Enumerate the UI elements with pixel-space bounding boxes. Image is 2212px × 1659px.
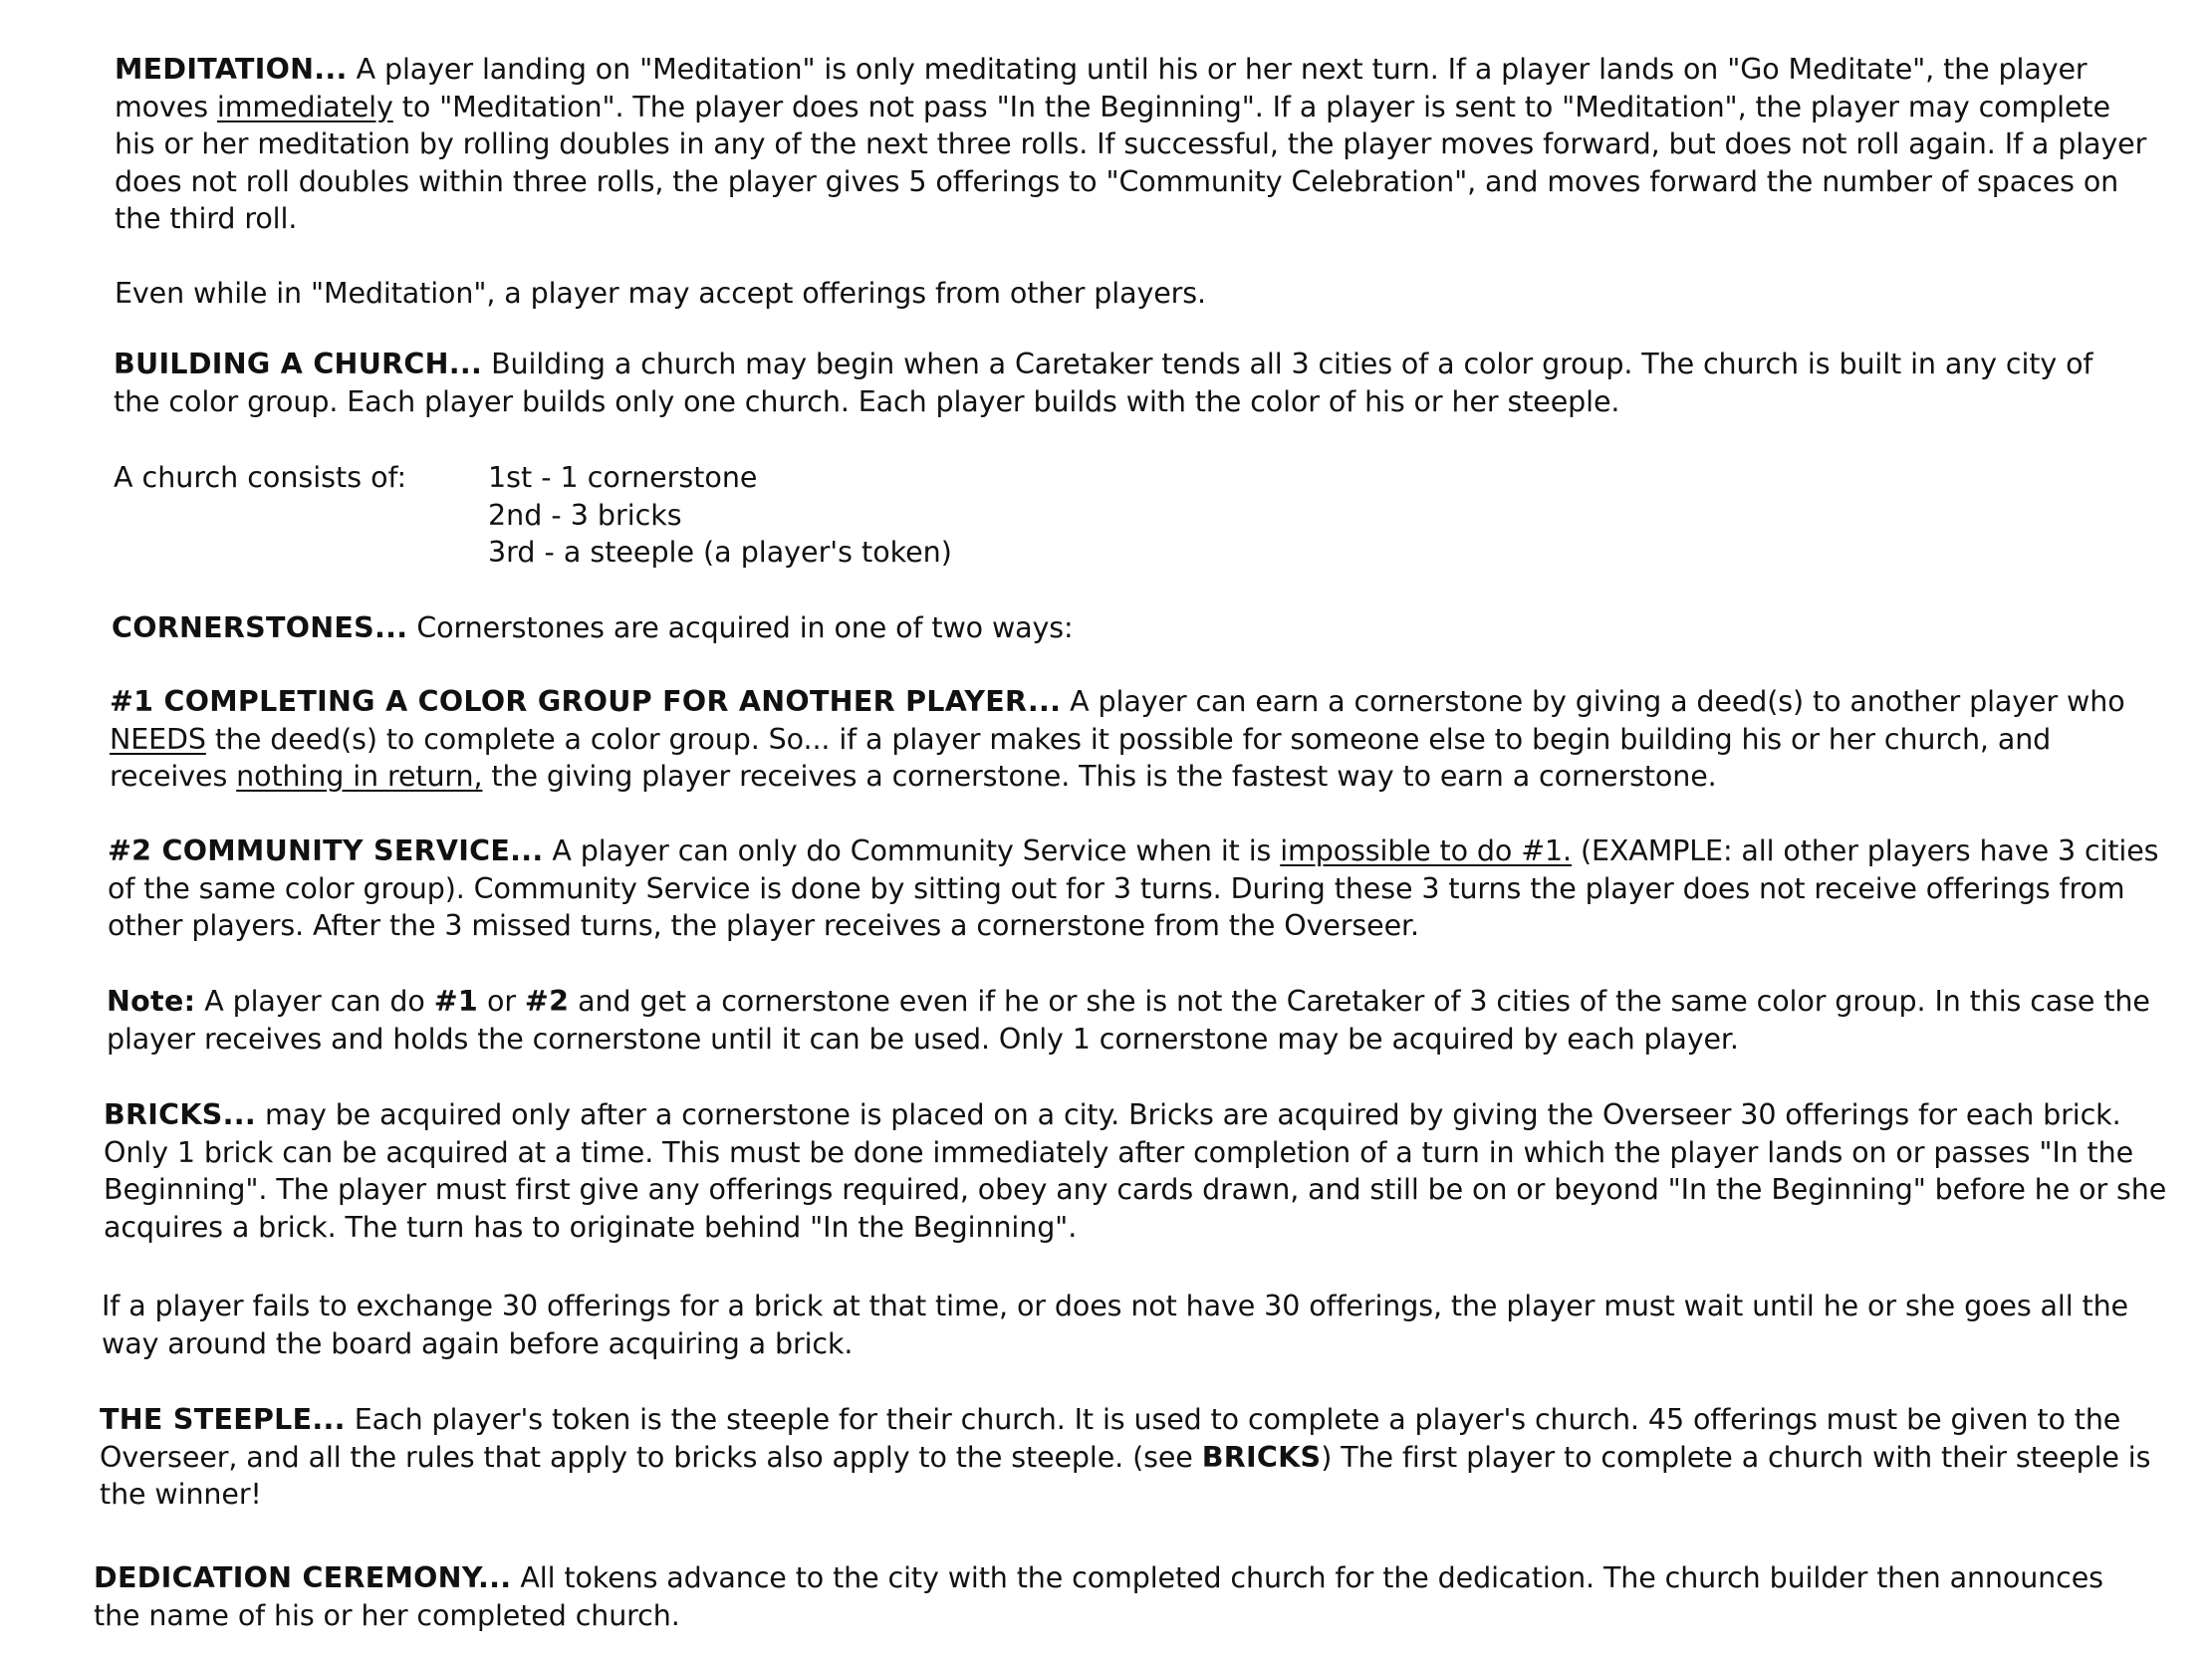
church-list-item: 3rd - a steeple (a player's token) <box>488 536 952 569</box>
church-list-item: 2nd - 3 bricks <box>488 498 682 532</box>
dedication-text: All tokens advance to the city with the completed church for the dedication. The church builder then announces the name of his or her completed church. <box>94 1561 2103 1632</box>
steeple-section <box>100 1401 2171 1514</box>
dedication-section <box>94 1559 2135 1634</box>
note-bold-1: #1 <box>433 985 479 1018</box>
church-list-label: A church consists of: <box>114 461 407 494</box>
dedication-heading: DEDICATION CEREMONY... <box>94 1561 512 1594</box>
option2-text-cont: (EXAMPLE: all other players have 3 cities of the same color group). Community Service is done by sitting out for 3 turns. During these 3 turns the player does not receive offerings from other players. After the 3 missed turns, the player receives a cornerstone from the Overseer. <box>108 834 2159 942</box>
option1-underline-return: nothing in return, <box>236 760 483 793</box>
building-heading: BUILDING A CHURCH... <box>114 348 483 380</box>
note-text-3: and get a cornerstone even if he or she is not the Caretaker of 3 cities of the same color group. In this case the player receives and holds the cornerstone until it can be used. Only 1 cornerstone may be acquired by each player. <box>107 985 2150 1056</box>
option2-text: A player can only do Community Service when it is <box>543 834 1281 867</box>
cornerstones-section <box>112 609 2143 647</box>
option1-text-cont: the deed(s) to complete a color group. So... if a player makes it possible for someone else to begin building his or her church, and receives <box>110 722 2052 793</box>
option2-section <box>108 832 2169 945</box>
building-section <box>114 346 2135 420</box>
option2-heading: #2 COMMUNITY SERVICE... <box>108 834 544 867</box>
meditation-underline: immediately <box>216 90 393 123</box>
building-text: Building a church may begin when a Caretaker tends all 3 cities of a color group. The church is built in any city of the color group. Each player builds only one church. Each player builds with the color of his or her steeple. <box>114 348 2093 418</box>
option1-section <box>110 683 2171 796</box>
option1-underline-needs: NEEDS <box>110 722 206 756</box>
note-text: A player can do <box>195 985 434 1018</box>
meditation-section <box>115 51 2151 238</box>
note-section <box>107 983 2168 1058</box>
meditation-heading: MEDITATION... <box>115 53 348 86</box>
bricks-text: may be acquired only after a cornerstone is placed on a city. Bricks are acquired by giving the Overseer 30 offerings for each brick. Only 1 brick can be acquired at a time. This must be done immediately after completion of a turn in which the player lands on or passes "In the Beginning". The player must first give any offerings required, obey any cards drawn, and still be on or beyond "In the Beginning" before he or she acquires a brick. The turn has to originate behind "In the Beginning". <box>104 1098 2167 1244</box>
option1-text-end: the giving player receives a cornerstone. This is the fastest way to earn a cornerstone. <box>482 760 1717 793</box>
cornerstones-heading: CORNERSTONES... <box>112 611 408 644</box>
cornerstones-text: Cornerstones are acquired in one of two ways: <box>407 611 1074 644</box>
note-bold-2: #2 <box>524 985 570 1018</box>
church-list-item: 1st - 1 cornerstone <box>488 461 758 494</box>
steeple-bold: BRICKS <box>1201 1440 1322 1474</box>
church-list <box>488 459 952 572</box>
meditation-text: A player landing on "Meditation" is only meditating until his or her next turn. If a player lands on "Go Meditate", the player moves <box>115 53 2088 123</box>
meditation-note: Even while in "Meditation", a player may accept offerings from other players. <box>115 277 1206 310</box>
option1-text: A player can earn a cornerstone by giving a deed(s) to another player who <box>1061 685 2125 718</box>
bricks-note: If a player fails to exchange 30 offerings for a brick at that time, or does not have 30 offerings, the player must wait until he or she goes all the way around the board again before acquiring a brick. <box>102 1290 2128 1360</box>
steeple-text-cont: ) The first player to complete a church with their steeple is the winner! <box>100 1440 2151 1511</box>
steeple-text: Each player's token is the steeple for their church. It is used to complete a player's church. 45 offerings must be given to the Overseer, and all the rules that apply to bricks also apply to the steeple. (see <box>100 1403 2121 1474</box>
option1-heading: #1 COMPLETING A COLOR GROUP FOR ANOTHER PLAYER... <box>110 685 1062 718</box>
note-text-2: or <box>478 985 525 1018</box>
meditation-text-cont: to "Meditation". The player does not pass "In the Beginning". If a player is sent to "Meditation", the player may complete his or her meditation by rolling doubles in any of the next three rolls. If successful, the player moves forward, but does not roll again. If a player does not roll doubles within three rolls, the player gives 5 offerings to "Community Celebration", and moves forward the number of spaces on the third roll. <box>115 90 2147 235</box>
note-heading: Note: <box>107 985 196 1018</box>
bricks-heading: BRICKS... <box>104 1098 256 1131</box>
steeple-heading: THE STEEPLE... <box>100 1403 346 1436</box>
option2-underline: impossible to do #1. <box>1280 834 1572 867</box>
bricks-section <box>104 1096 2185 1246</box>
